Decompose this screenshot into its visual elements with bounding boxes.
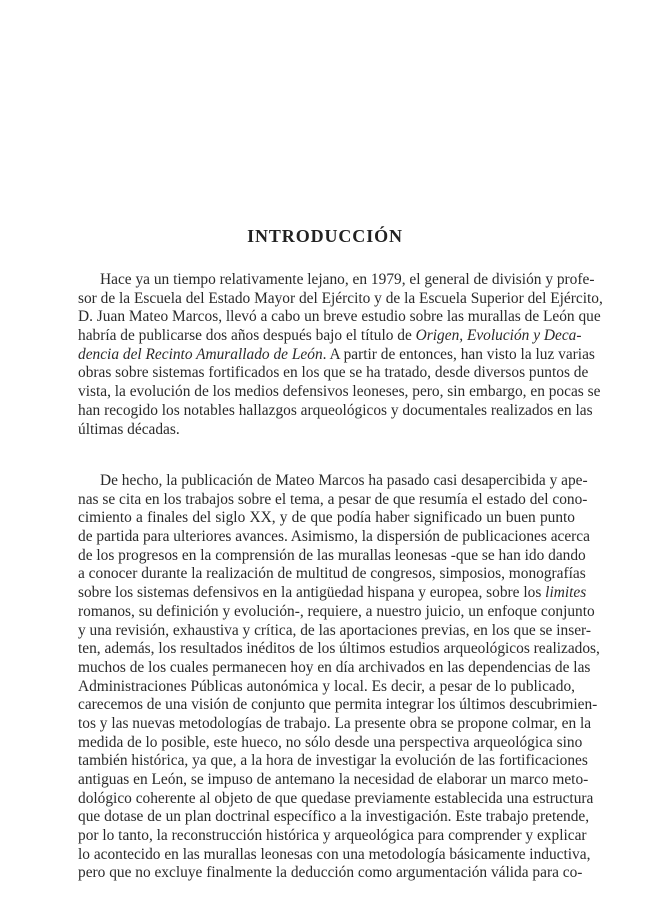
- book-title-italic-part-1: Origen, Evolución y Deca-: [415, 327, 582, 345]
- paragraph-2-line-13: carecemos de una visión de conjunto que permita integrar los últimos descubrimien-: [78, 696, 598, 714]
- paragraph-2-line-16: también histórica, ya que, a la hora de investigar la evolución de las fortificaciones: [78, 752, 588, 770]
- paragraph-1: [78, 271, 603, 439]
- paragraph-2-line-2: nas se cita en los trabajos sobre el tema, a pesar de que resumía el estado del cono-: [78, 490, 588, 508]
- paragraph-2-line-4: de partida para ulteriores avances. Asimismo, la dispersión de publicaciones acerca: [78, 528, 590, 546]
- paragraph-1-line-4: [78, 327, 582, 346]
- paragraph-2-line-18: dológico coherente al objeto de que quedase previamente establecida una estructura: [78, 789, 594, 807]
- paragraph-2-line-11: muchos de los cuales permanecen hoy en día archivados en las dependencias de las: [78, 658, 591, 676]
- paragraph-2-line-7: [78, 584, 587, 603]
- paragraph-1-line-9: últimas décadas.: [78, 420, 180, 438]
- paragraph-2-line-8: romanos, su definición y evolución-, requiere, a nuestro juicio, un enfoque conjunto: [78, 602, 595, 620]
- paragraph-1-line-7: vista, la evolución de los medios defensivos leoneses, pero, sin embargo, en pocas se: [78, 383, 601, 401]
- paragraph-1-line-4-text: habría de publicarse dos años después bajo el título de: [78, 327, 416, 345]
- paragraph-2-line-14: tos y las nuevas metodologías de trabajo. La presente obra se propone colmar, en la: [78, 714, 592, 732]
- paragraph-1-line-5: [78, 345, 595, 365]
- paragraph-1-line-5-text: . A partir de entonces, han visto la luz varias: [322, 345, 595, 363]
- paragraph-2-line-20: por lo tanto, la reconstrucción histórica y arqueológica para comprender y explicar: [78, 827, 587, 845]
- paragraph-1-line-3: D. Juan Mateo Marcos, llevó a cabo un breve estudio sobre las murallas de León que: [78, 308, 601, 326]
- paragraph-1-line-1: Hace ya un tiempo relativamente lejano, en 1979, el general de división y profe-: [100, 271, 595, 288]
- paragraph-2-line-6: a conocer durante la realización de multitud de congresos, simposios, monografías: [78, 565, 586, 583]
- paragraph-2-line-22: pero que no excluye finalmente la deducción como argumentación válida para co-: [78, 864, 583, 882]
- paragraph-2-line-15: medida de lo posible, este hueco, no sólo desde una perspectiva arqueológica sino: [78, 733, 583, 751]
- paragraph-2-line-17: antiguas en León, se impuso de antemano la necesidad de elaborar un marco meto-: [78, 771, 589, 788]
- paragraph-2-line-21: lo acontecido en las murallas leonesas con una metodología básicamente inductiva,: [78, 845, 591, 863]
- book-title-italic-part-2: dencia del Recinto Amurallado de León: [78, 345, 323, 363]
- paragraph-2-line-19: que dotase de un plan doctrinal específico a la investigación. Este trabajo pretende,: [78, 808, 590, 826]
- paragraph-1-line-6: obras sobre sistemas fortificados en los que se ha tratado, desde diversos puntos de: [78, 364, 589, 382]
- paragraph-2-line-1: De hecho, la publicación de Mateo Marcos ha pasado casi desapercibida y ape-: [100, 472, 588, 489]
- paragraph-2-line-10: ten, además, los resultados inéditos de los últimos estudios arqueológicos realizados,: [78, 640, 600, 658]
- paragraph-2-line-3: cimiento a finales del siglo XX, y de que podía haber significado un buen punto: [78, 509, 575, 527]
- paragraph-2-line-12: Administraciones Públicas autonómica y local. Es decir, a pesar de lo publicado,: [78, 677, 575, 695]
- chapter-title: INTRODUCCIÓN: [247, 226, 403, 246]
- paragraph-2-line-7-text: sobre los sistemas defensivos en la antigüedad hispana y europea, sobre los: [78, 584, 546, 602]
- limites-italic: limites: [545, 584, 587, 602]
- paragraph-1-line-8: han recogido los notables hallazgos arqueológicos y documentales realizados en las: [78, 401, 593, 419]
- paragraph-2-line-9: y una revisión, exhaustiva y crítica, de las aportaciones previas, en los que se inser-: [78, 621, 591, 639]
- paragraph-1-line-2: sor de la Escuela del Estado Mayor del Ejército y de la Escuela Superior del Ejército,: [78, 289, 603, 307]
- paragraph-2: [78, 472, 600, 883]
- paragraph-2-line-5: de los progresos en la comprensión de las murallas leonesas -que se han ido dando: [78, 546, 586, 564]
